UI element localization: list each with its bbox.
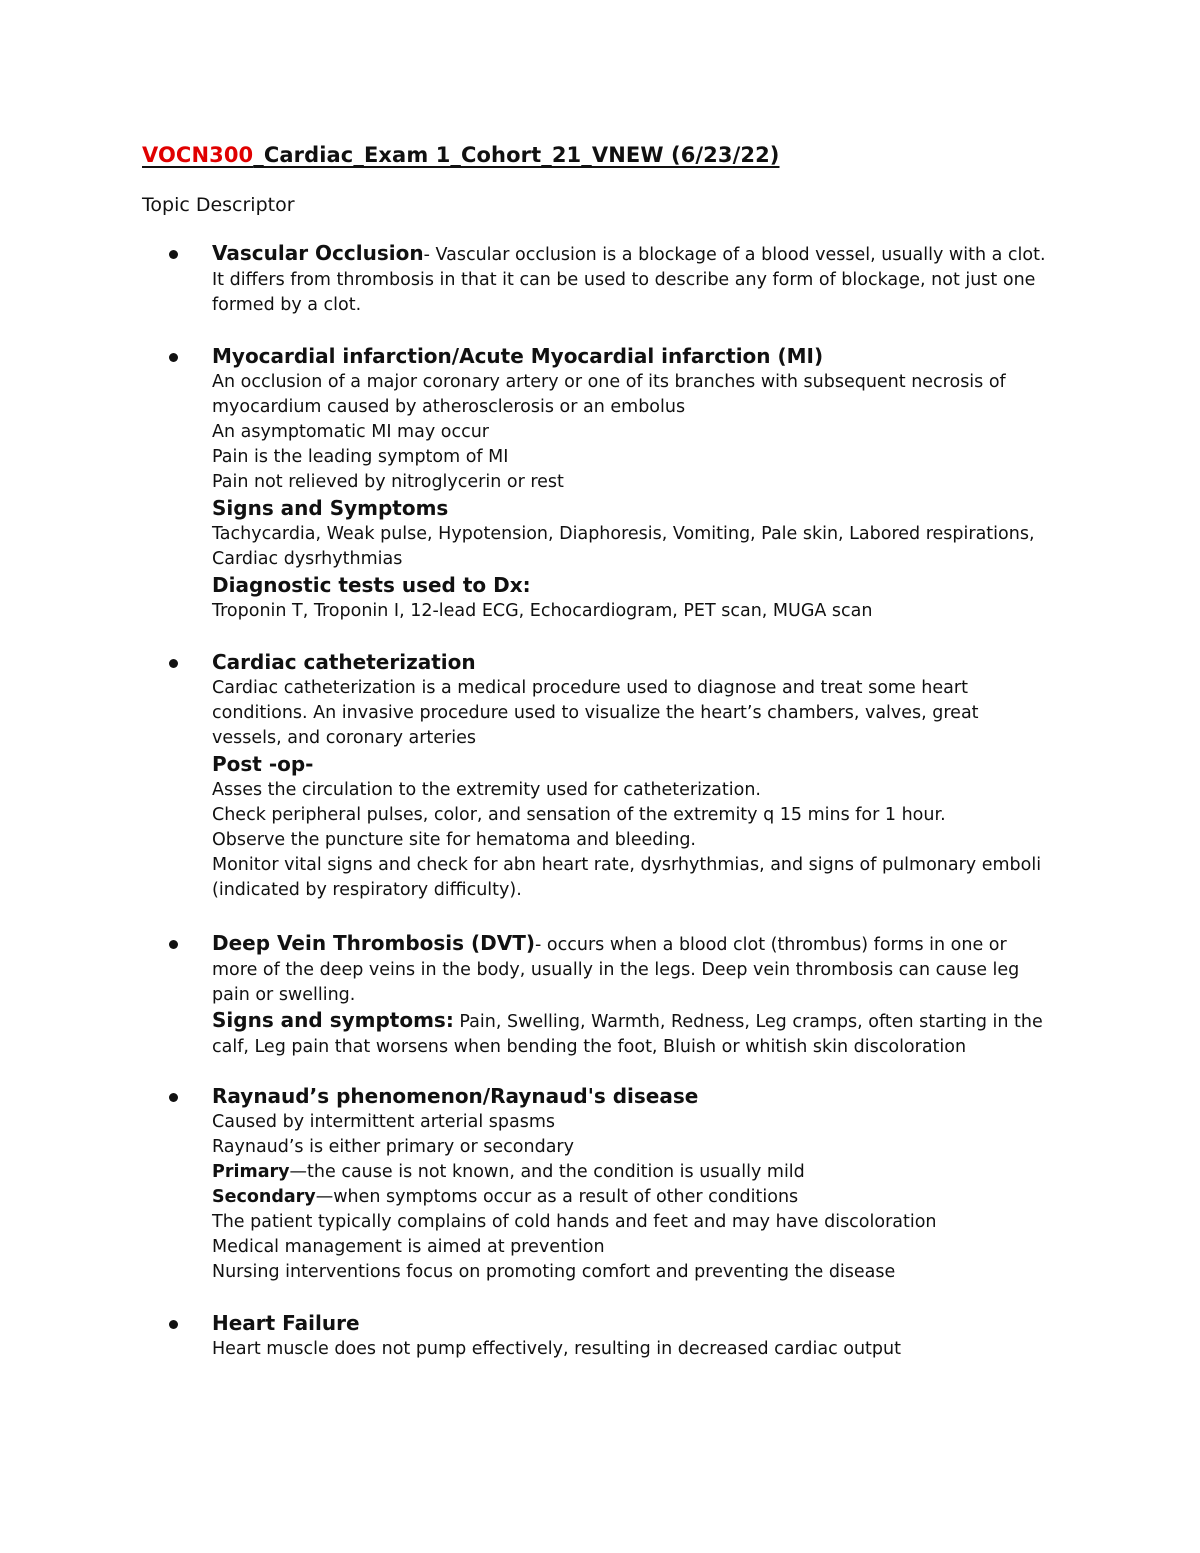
bullet-icon <box>169 940 178 949</box>
signs-heading: Signs and Symptoms <box>212 496 449 520</box>
text-line: Raynaud’s is either primary or secondary <box>212 1137 574 1157</box>
text-line: An occlusion of a major coronary artery or one of its branches with subsequent necrosis of <box>212 372 1006 392</box>
text-line: Asses the circulation to the extremity used for catheterization. <box>212 780 761 800</box>
topic-heading: Vascular Occlusion <box>212 241 424 265</box>
bullet-icon <box>169 250 178 259</box>
topic-body <box>212 343 1072 624</box>
topic-body <box>212 240 1072 318</box>
text-line: vessels, and coronary arteries <box>212 728 476 748</box>
text-line: myocardium caused by atherosclerosis or an embolus <box>212 397 686 417</box>
topic-body <box>212 1083 1072 1285</box>
topic-body <box>212 649 1072 903</box>
topic-heading: Deep Vein Thrombosis (DVT) <box>212 931 536 955</box>
text-line: Monitor vital signs and check for abn heart rate, dysrhythmias, and signs of pulmonary emboli <box>212 855 1042 875</box>
topic-heading: Raynaud’s phenomenon/Raynaud's disease <box>212 1084 699 1108</box>
topic-first-line: Deep Vein Thrombosis (DVT)- occurs when a blood clot (thrombus) forms in one or <box>212 931 1007 955</box>
text-line: Troponin T, Troponin I, 12-lead ECG, Echocardiogram, PET scan, MUGA scan <box>212 601 873 621</box>
bullet-icon <box>169 1320 178 1329</box>
bullet-icon <box>169 659 178 668</box>
text-line: Pain is the leading symptom of MI <box>212 447 509 467</box>
text-line: formed by a clot. <box>212 295 362 315</box>
topic-first-line: Vascular Occlusion- Vascular occlusion is a blockage of a blood vessel, usually with a clot. <box>212 241 1046 265</box>
text-line: Cardiac dysrhythmias <box>212 549 403 569</box>
text-line: Check peripheral pulses, color, and sensation of the extremity q 15 mins for 1 hour. <box>212 805 946 825</box>
topic-body <box>212 930 1072 1060</box>
primary-line: Primary—the cause is not known, and the condition is usually mild <box>212 1162 805 1182</box>
text-line: Heart muscle does not pump effectively, resulting in decreased cardiac output <box>212 1339 901 1359</box>
signs-line: Signs and symptoms: Pain, Swelling, Warmth, Redness, Leg cramps, often starting in the <box>212 1008 1043 1032</box>
signs-label: Signs and symptoms: <box>212 1008 454 1032</box>
text-line: It differs from thrombosis in that it can be used to describe any form of blockage, not just one <box>212 270 1036 290</box>
topic-body <box>212 1310 1072 1362</box>
topic-heading: Myocardial infarction/Acute Myocardial infarction (MI) <box>212 344 824 368</box>
text-line: Caused by intermittent arterial spasms <box>212 1112 555 1132</box>
text-line: calf, Leg pain that worsens when bending the foot, Bluish or whitish skin discoloration <box>212 1037 967 1057</box>
text-line: Medical management is aimed at prevention <box>212 1237 605 1257</box>
postop-heading: Post -op- <box>212 752 314 776</box>
bullet-icon <box>169 353 178 362</box>
text-line: pain or swelling. <box>212 985 356 1005</box>
secondary-term: Secondary <box>212 1187 316 1207</box>
diagnostics-heading: Diagnostic tests used to Dx: <box>212 573 531 597</box>
text-line: (indicated by respiratory difficulty). <box>212 880 522 900</box>
title-rest: _Cardiac_Exam 1_Cohort_21_VNEW (6/23/22) <box>253 143 780 167</box>
text-line: conditions. An invasive procedure used to visualize the heart’s chambers, valves, great <box>212 703 979 723</box>
course-code: VOCN300 <box>142 143 254 167</box>
text-line: An asymptomatic MI may occur <box>212 422 489 442</box>
document-title <box>142 143 780 167</box>
bullet-icon <box>169 1093 178 1102</box>
text-line: more of the deep veins in the body, usually in the legs. Deep vein thrombosis can cause leg <box>212 960 1020 980</box>
text-line: Pain not relieved by nitroglycerin or rest <box>212 472 564 492</box>
secondary-line: Secondary—when symptoms occur as a result of other conditions <box>212 1187 799 1207</box>
text-line: Observe the puncture site for hematoma and bleeding. <box>212 830 696 850</box>
text-line: Nursing interventions focus on promoting comfort and preventing the disease <box>212 1262 896 1282</box>
primary-term: Primary <box>212 1162 290 1182</box>
topic-descriptor-label: Topic Descriptor <box>142 194 295 216</box>
text-line: Tachycardia, Weak pulse, Hypotension, Diaphoresis, Vomiting, Pale skin, Labored respirations, <box>212 524 1035 544</box>
topic-heading: Cardiac catheterization <box>212 650 476 674</box>
text-line: Cardiac catheterization is a medical procedure used to diagnose and treat some heart <box>212 678 968 698</box>
topic-heading: Heart Failure <box>212 1311 360 1335</box>
text-line: The patient typically complains of cold hands and feet and may have discoloration <box>212 1212 937 1232</box>
